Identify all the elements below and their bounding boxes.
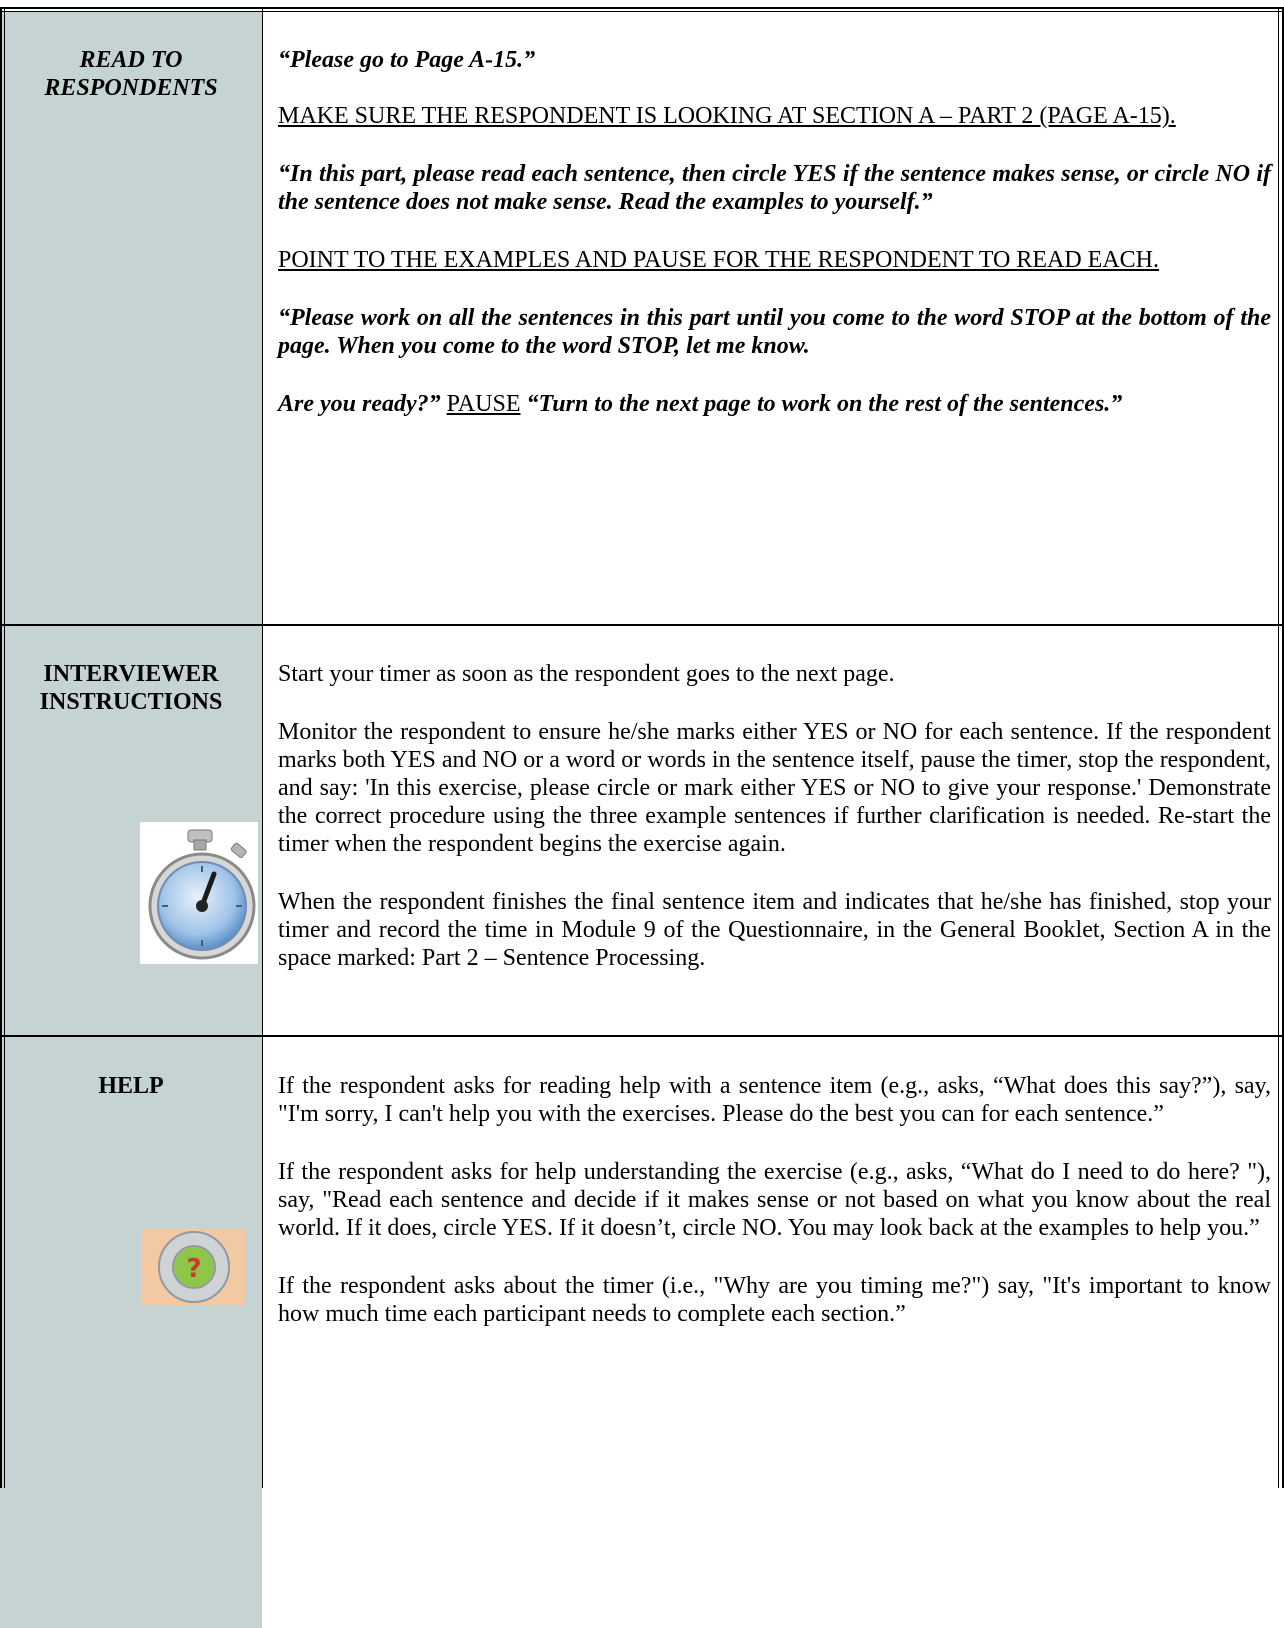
- paragraph: [278, 1272, 1271, 1328]
- svg-text:?: ?: [186, 1254, 202, 1284]
- paragraph: [278, 46, 1271, 74]
- label-column-bg-2: [0, 626, 262, 1628]
- paragraph: [278, 1072, 1271, 1128]
- table-right-border-inner: [1278, 9, 1279, 1488]
- paragraph: [278, 888, 1271, 972]
- section-label-read-to-respondents: READ TO RESPONDENTS: [44, 47, 218, 101]
- paragraph: [278, 660, 1271, 688]
- underlined-instruction: PAUSE: [446, 391, 521, 417]
- section-label-help: HELP: [98, 1073, 164, 1099]
- read-to-respondents-content: [278, 46, 1271, 418]
- paragraph: [278, 390, 1271, 418]
- stopwatch-icon: [140, 822, 258, 964]
- script-text: “Please go to Page A-15.”: [278, 47, 536, 73]
- script-text: “Turn to the next page to work on the rest of the sentences.”: [526, 391, 1123, 417]
- text-run: When the respondent finishes the final sentence item and indicates that he/she has finished, stop your timer and record the time in Module 9 of the Questionnaire, in the General Booklet, Section A in the space marked: Part 2 – Sentence Processing.: [278, 889, 1271, 971]
- text-run: If the respondent asks about the timer (i.e., "Why are you timing me?") say, "It's important to know how much time each participant needs to complete each section.”: [278, 1273, 1271, 1327]
- underlined-instruction: POINT TO THE EXAMPLES AND PAUSE FOR THE RESPONDENT TO READ EACH.: [278, 247, 1160, 273]
- label-column-bg-1: [0, 12, 262, 624]
- section-label-interviewer-instructions: INTERVIEWER INSTRUCTIONS: [39, 661, 223, 715]
- table-left-border-inner: [4, 9, 5, 1488]
- paragraph: [278, 718, 1271, 858]
- script-text: “Please work on all the sentences in this part until you come to the word STOP at the bottom of the page. When you come to the word STOP, let me know.: [278, 305, 1271, 359]
- paragraph: [278, 1158, 1271, 1242]
- column-divider: [262, 9, 263, 1488]
- paragraph: [278, 246, 1271, 274]
- help-content: [278, 1072, 1271, 1328]
- text-run: Start your timer as soon as the respondent goes to the next page.: [278, 661, 895, 687]
- paragraph: [278, 160, 1271, 216]
- table-top-border: [0, 7, 1284, 9]
- row-divider-1: [0, 624, 1284, 626]
- table-top-border-inner: [0, 11, 1284, 12]
- text-run: If the respondent asks for help understanding the exercise (e.g., asks, “What do I need to do here? "), say, "Read each sentence and decide if it makes sense or not based on what you know about the real world. If it does, circle YES. If it doesn’t, circle NO. You may look back at the examples to help you.”: [278, 1159, 1271, 1241]
- text-run: Monitor the respondent to ensure he/she marks either YES or NO for each sentence. If the respondent marks both YES and NO or a word or words in the sentence itself, pause the timer, stop the respondent, and say: 'In this exercise, please circle or mark either YES or NO to give your response.' Demonstrate the correct procedure using the three example sentences if further clarification is needed. Re-start the timer when the respondent begins the exercise again.: [278, 719, 1271, 857]
- interviewer-instructions-content: [278, 660, 1271, 972]
- paragraph: [278, 102, 1271, 130]
- underlined-instruction: MAKE SURE THE RESPONDENT IS LOOKING AT SECTION A – PART 2 (PAGE A-15).: [278, 103, 1176, 129]
- text-run: If the respondent asks for reading help with a sentence item (e.g., asks, “What does this say?”), say, "I'm sorry, I can't help you with the exercises. Please do the best you can for each sentence.”: [278, 1073, 1271, 1127]
- script-text: Are you ready?”: [278, 391, 441, 417]
- paragraph: [278, 304, 1271, 360]
- table-left-border: [0, 7, 2, 1488]
- help-lifebuoy-icon: [142, 1229, 246, 1305]
- row-divider-2: [0, 1035, 1284, 1037]
- script-text: “In this part, please read each sentence, then circle YES if the sentence makes sense, or circle NO if the sentence does not make sense. Read the examples to yourself.”: [278, 161, 1271, 215]
